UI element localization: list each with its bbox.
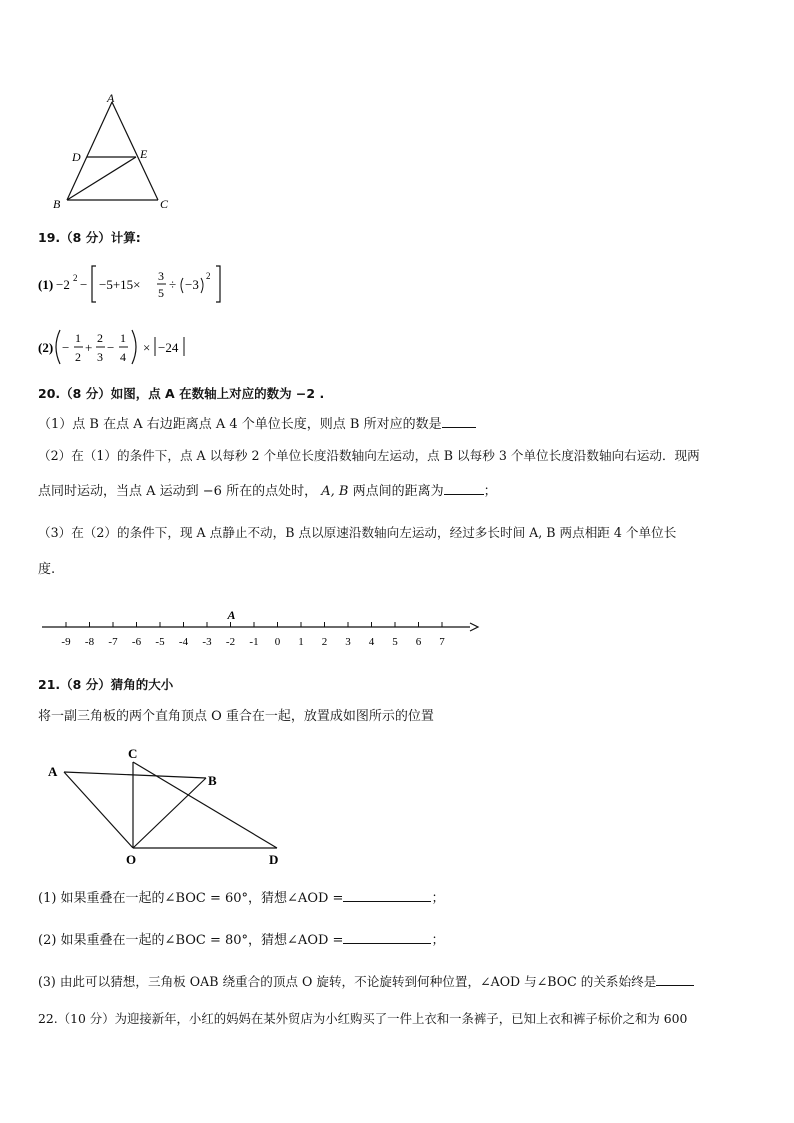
label-D: D [269, 852, 279, 867]
tick-label: 7 [439, 636, 445, 648]
q20-part2-line2: 点同时运动，当点 A 运动到 −6 所在的点处时， A, B 两点间的距离为 ； [38, 484, 497, 499]
set-squares-figure [40, 740, 300, 870]
svg-text:(2): (2) [38, 340, 54, 355]
q20-part1: （1）点 B 在点 A 右边距离点 A 4 个单位长度，则点 B 所对应的数是 [38, 415, 476, 434]
tick-label: -1 [249, 636, 259, 648]
tick-label: 0 [274, 636, 281, 648]
q21-part2: (2) 如果重叠在一起的∠BOC = 80°，猜想∠AOD = ； [38, 933, 445, 948]
tick-label: -5 [155, 636, 165, 648]
tick-label: 1 [298, 636, 304, 648]
tick-label: -9 [61, 636, 71, 648]
svg-text:5: 5 [158, 286, 164, 300]
tick-label: 5 [392, 636, 398, 648]
q19-expr2 [38, 324, 338, 370]
svg-text:−: − [107, 340, 115, 355]
q19-heading: 19.（8 分）计算: [38, 230, 141, 245]
svg-text:−2: −2 [56, 277, 70, 292]
answer-blank[interactable] [656, 973, 694, 986]
tick-label: -4 [178, 636, 189, 648]
label-B: B [53, 197, 61, 211]
label-B: B [208, 773, 217, 788]
q22-text: 22.（10 分）为迎接新年，小红的妈妈在某外贸店为小红购买了一件上衣和一条裤子，已知上衣和裤子标价之和为 600 [38, 1011, 688, 1026]
q20-part3-line1: （3）在（2）的条件下，现 A 点静止不动，B 点以原速沿数轴向左运动，经过多长时间 A, B 两点相距 4 个单位长 [38, 525, 677, 540]
answer-blank[interactable] [442, 415, 476, 428]
svg-text:−3: −3 [185, 277, 199, 292]
tick-label: -3 [202, 636, 212, 648]
svg-text:3: 3 [158, 269, 164, 283]
triangle-figure [45, 88, 185, 216]
tick-label: -2 [225, 636, 236, 648]
svg-text:2: 2 [75, 350, 81, 364]
svg-text:+: + [85, 340, 93, 355]
svg-text:(1): (1) [38, 277, 54, 292]
q20-heading: 20.（8 分）如图，点 A 在数轴上对应的数为 −2 . [38, 386, 325, 401]
svg-text:3: 3 [97, 350, 103, 364]
label-A: A [107, 91, 115, 105]
q21-part1: (1) 如果重叠在一起的∠BOC = 60°，猜想∠AOD = ； [38, 891, 445, 906]
svg-text:2: 2 [73, 273, 78, 283]
tick-label: 3 [345, 636, 351, 648]
q21-intro: 将一副三角板的两个直角顶点 O 重合在一起，放置成如图所示的位置 [38, 709, 434, 724]
label-C: C [160, 197, 169, 211]
svg-text:2: 2 [206, 271, 211, 281]
q21-part3: (3) 由此可以猜想，三角板 OAB 绕重合的顶点 O 旋转，不论旋转到何种位置，∠AOD 与∠BOC 的关系始终是 [38, 973, 694, 991]
svg-text:1: 1 [75, 331, 81, 345]
svg-text:÷: ÷ [169, 277, 177, 292]
tick-label: -8 [84, 636, 95, 648]
q20-part2-line1: （2）在（1）的条件下，点 A 以每秒 2 个单位长度沿数轴向左运动，点 B 以每秒 3 个单位长度沿数轴向右运动．现两 [38, 448, 700, 463]
label-D: D [72, 150, 81, 164]
tick-label: -6 [131, 636, 142, 648]
label-O: O [126, 852, 137, 867]
svg-text:−: − [62, 340, 70, 355]
answer-blank[interactable] [343, 931, 431, 944]
svg-text:2: 2 [97, 331, 103, 345]
q21-heading: 21.（8 分）猜角的大小 [38, 677, 174, 692]
svg-text:×: × [143, 340, 151, 355]
label-A: A [48, 764, 58, 779]
tick-label: 2 [321, 636, 328, 648]
q19-expr1 [38, 262, 338, 306]
svg-text:1: 1 [120, 331, 126, 345]
number-line [38, 603, 488, 651]
label-C: C [128, 746, 138, 761]
svg-text:−5+15×: −5+15× [99, 277, 141, 292]
tick-label: -7 [108, 636, 118, 648]
point-A-label: A [227, 608, 236, 622]
answer-blank[interactable] [343, 889, 431, 902]
label-E: E [140, 147, 148, 161]
tick-label: 6 [415, 636, 422, 648]
q19-part2 [38, 324, 338, 370]
tick-label: 4 [368, 636, 375, 648]
svg-text:−: − [80, 277, 88, 292]
q20-part3-line2: 度. [38, 562, 56, 577]
q19-part1 [38, 262, 338, 306]
svg-text:−24: −24 [158, 340, 179, 355]
answer-blank[interactable] [444, 482, 484, 495]
svg-text:4: 4 [120, 350, 126, 364]
